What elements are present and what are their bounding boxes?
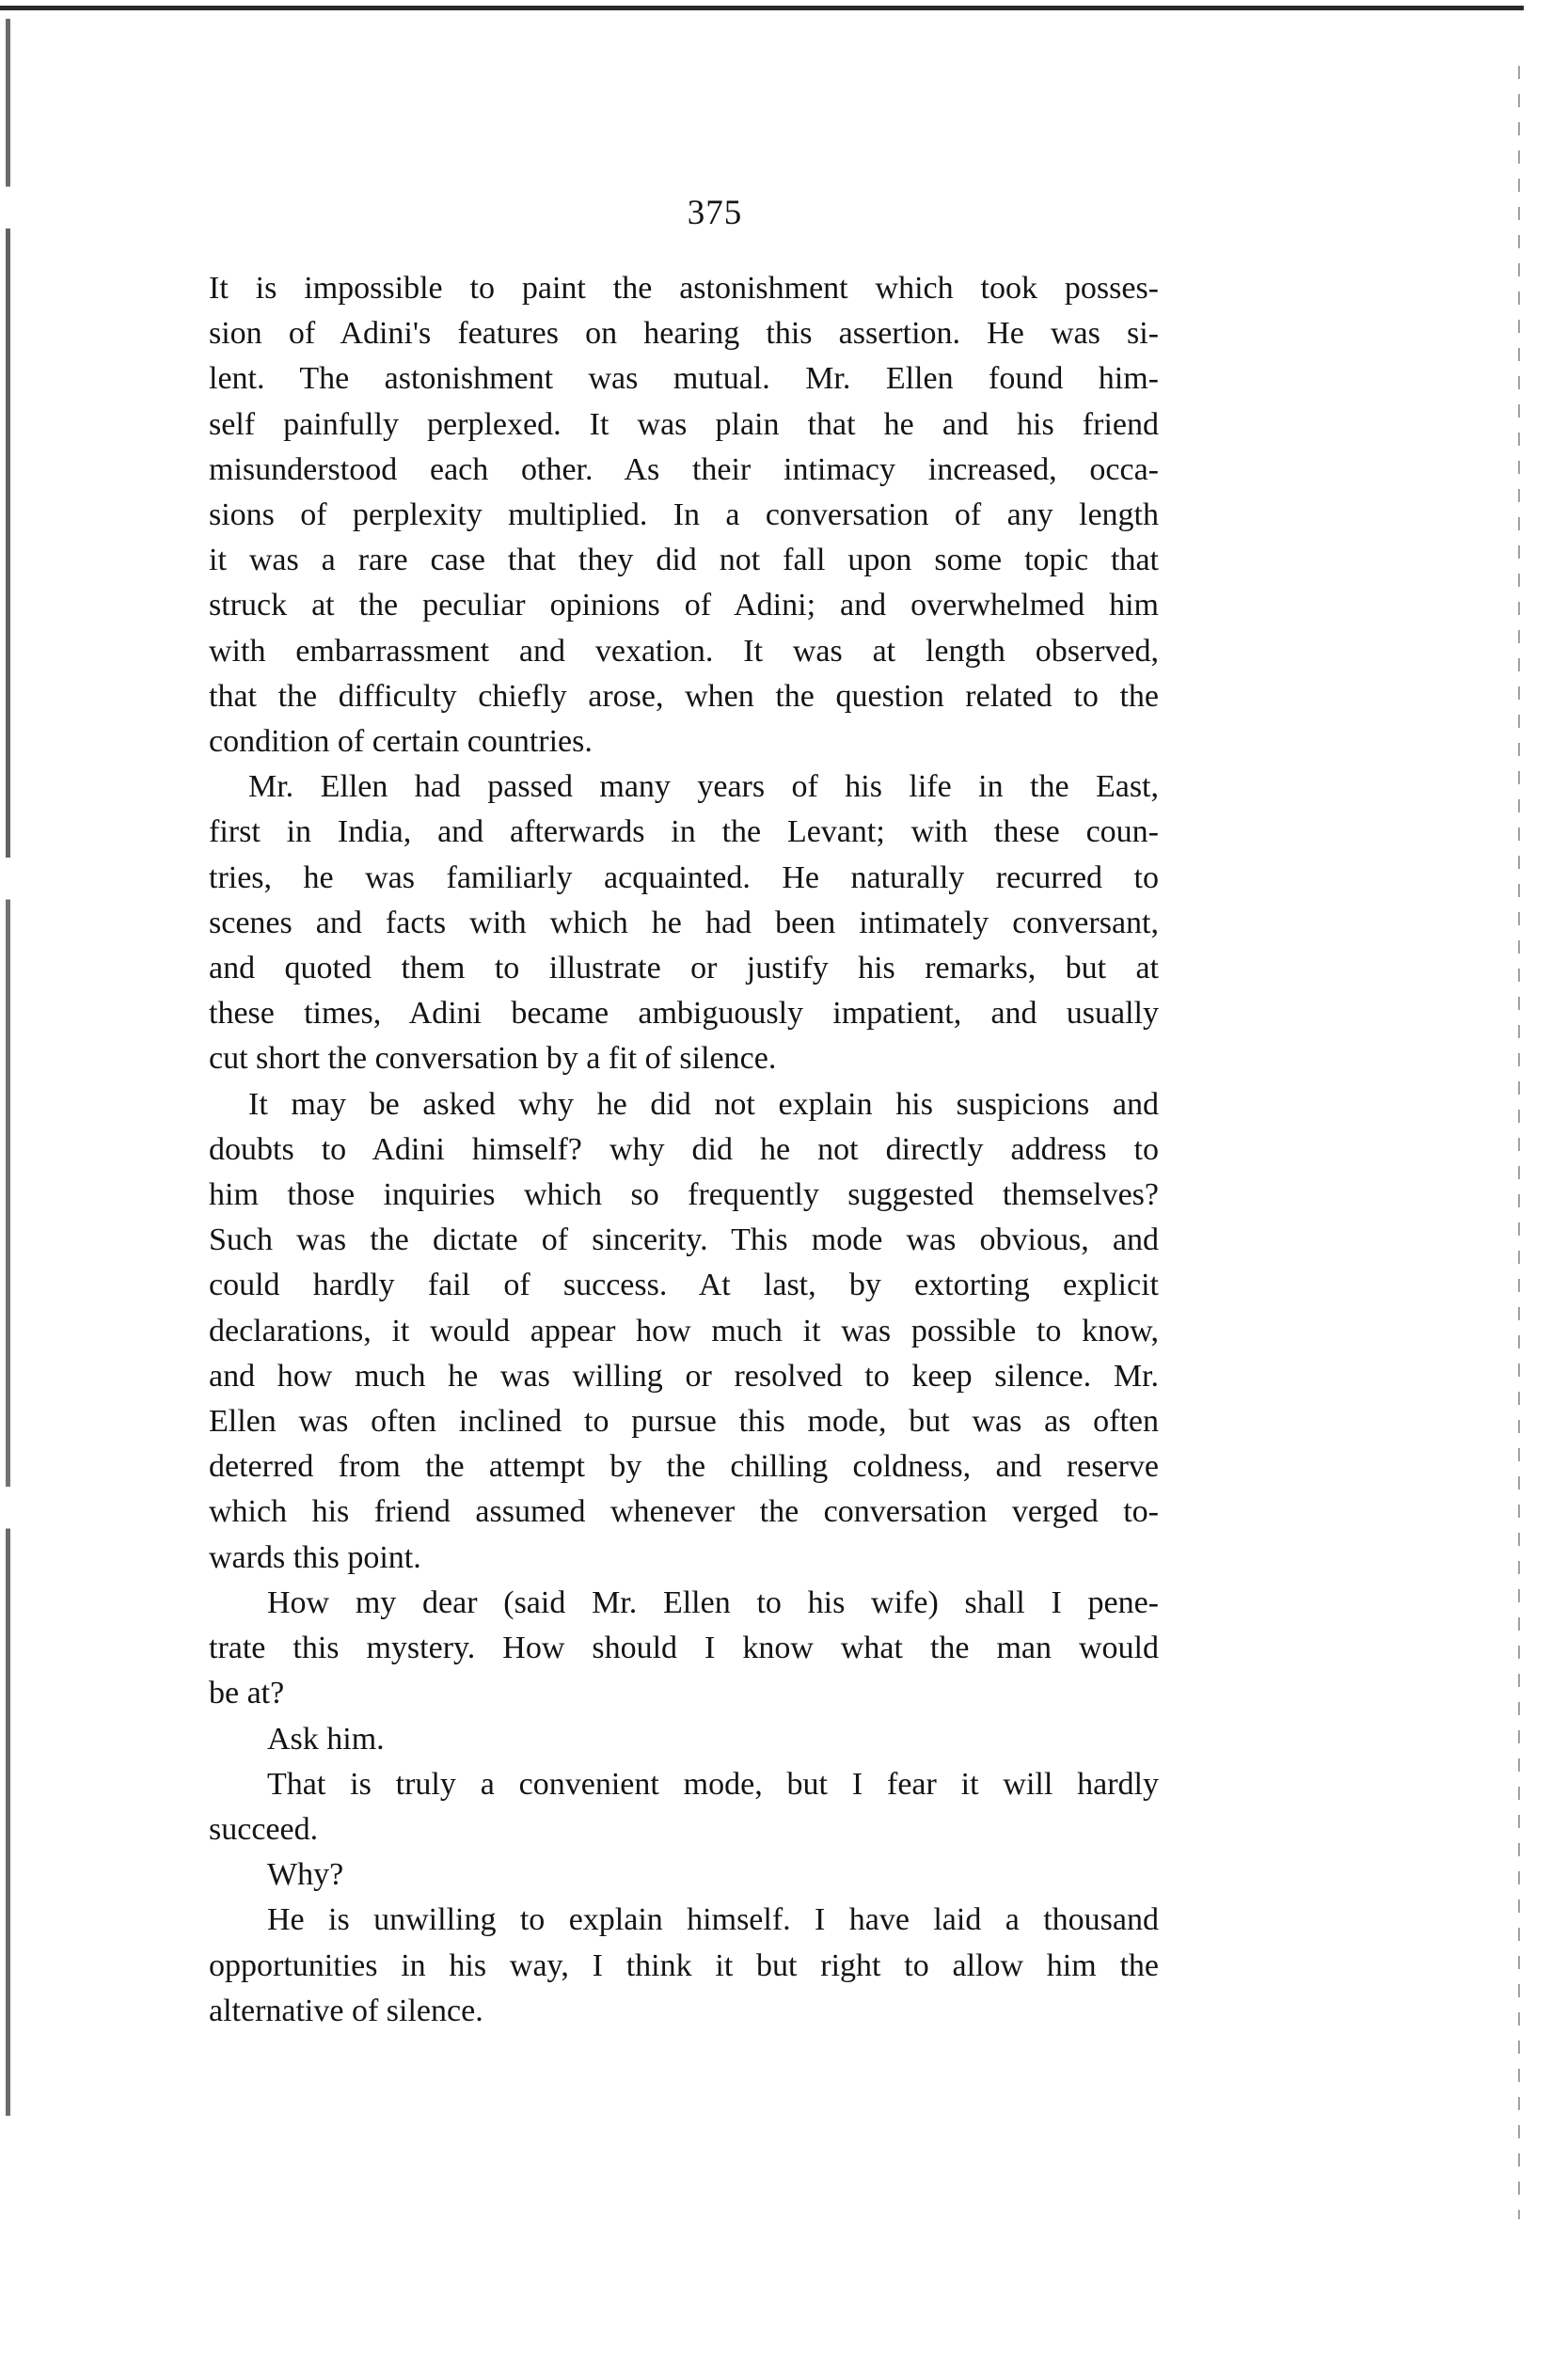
text-line: How my dear (said Mr. Ellen to his wife) shall I pene- — [267, 1584, 1159, 1620]
text-line: Why? — [267, 1857, 344, 1893]
text-line: doubts to Adini himself? why did he not directly address to — [209, 1131, 1159, 1167]
text-line: sion of Adini's features on hearing this assertion. He was si- — [209, 316, 1159, 352]
scan-left-edge — [6, 19, 10, 2116]
text-line: cut short the conversation by a fit of silence. — [209, 1041, 777, 1077]
text-line: and quoted them to illustrate or justify his remarks, but at — [209, 951, 1159, 986]
paragraph — [209, 764, 1159, 1081]
text-line: trate this mystery. How should I know what the man would — [209, 1631, 1159, 1666]
paragraph — [209, 1852, 1159, 1898]
text-line: first in India, and afterwards in the Levant; with these coun- — [209, 814, 1159, 850]
text-line: scenes and facts with which he had been intimately conversant, — [209, 905, 1159, 940]
scan-right-edge — [1518, 66, 1520, 2219]
text-line: it was a rare case that they did not fall upon some topic that — [209, 543, 1159, 578]
text-line: which his friend assumed whenever the conversation verged to- — [209, 1494, 1159, 1530]
text-line: self painfully perplexed. It was plain that he and his friend — [209, 406, 1159, 442]
body-text — [209, 266, 1159, 2034]
text-line: be at? — [209, 1676, 285, 1711]
text-line: It may be asked why he did not explain his suspicions and — [248, 1086, 1159, 1122]
text-line: alternative of silence. — [209, 1993, 483, 2028]
text-line: That is truly a convenient mode, but I fear it will hardly — [267, 1766, 1159, 1802]
text-line: It is impossible to paint the astonishment which took posses- — [209, 271, 1159, 306]
text-line: with embarrassment and vexation. It was at length observed, — [209, 633, 1159, 669]
text-line: struck at the peculiar opinions of Adini; and overwhelmed him — [209, 588, 1159, 623]
paragraph — [209, 1762, 1159, 1852]
text-line: him those inquiries which so frequently suggested themselves? — [209, 1177, 1159, 1213]
text-line: Ellen was often inclined to pursue this mode, but was as often — [209, 1404, 1159, 1440]
text-line: could hardly fail of success. At last, by extorting explicit — [209, 1268, 1159, 1303]
text-line: wards this point. — [209, 1539, 421, 1575]
paragraph — [209, 266, 1159, 764]
text-line: misunderstood each other. As their intimacy increased, occa- — [209, 451, 1159, 487]
text-line: sions of perplexity multiplied. In a conversation of any length — [209, 497, 1159, 533]
text-line: Such was the dictate of sincerity. This mode was obvious, and — [209, 1222, 1159, 1258]
text-line: lent. The astonishment was mutual. Mr. Ellen found him- — [209, 361, 1159, 397]
text-line: condition of certain countries. — [209, 724, 593, 760]
paragraph — [209, 1717, 1159, 1762]
text-line: that the difficulty chiefly arose, when the question related to the — [209, 678, 1159, 714]
text-line: Mr. Ellen had passed many years of his life in the East, — [248, 769, 1159, 805]
text-line: these times, Adini became ambiguously impatient, and usually — [209, 996, 1159, 1032]
text-line: He is unwilling to explain himself. I have laid a thousand — [267, 1902, 1159, 1938]
text-line: opportunities in his way, I think it but right to allow him the — [209, 1947, 1159, 1983]
paragraph — [209, 1082, 1159, 1581]
text-line: declarations, it would appear how much it was possible to know, — [209, 1313, 1159, 1348]
page-number: 375 — [687, 194, 743, 232]
scan-top-edge — [0, 6, 1524, 10]
text-line: deterred from the attempt by the chilling coldness, and reserve — [209, 1449, 1159, 1485]
text-line: succeed. — [209, 1811, 319, 1847]
paragraph — [209, 1581, 1159, 1717]
text-line: and how much he was willing or resolved to keep silence. Mr. — [209, 1358, 1159, 1394]
text-line: tries, he was familiarly acquainted. He naturally recurred to — [209, 859, 1159, 895]
text-line: Ask him. — [267, 1721, 385, 1757]
paragraph — [209, 1898, 1159, 2034]
